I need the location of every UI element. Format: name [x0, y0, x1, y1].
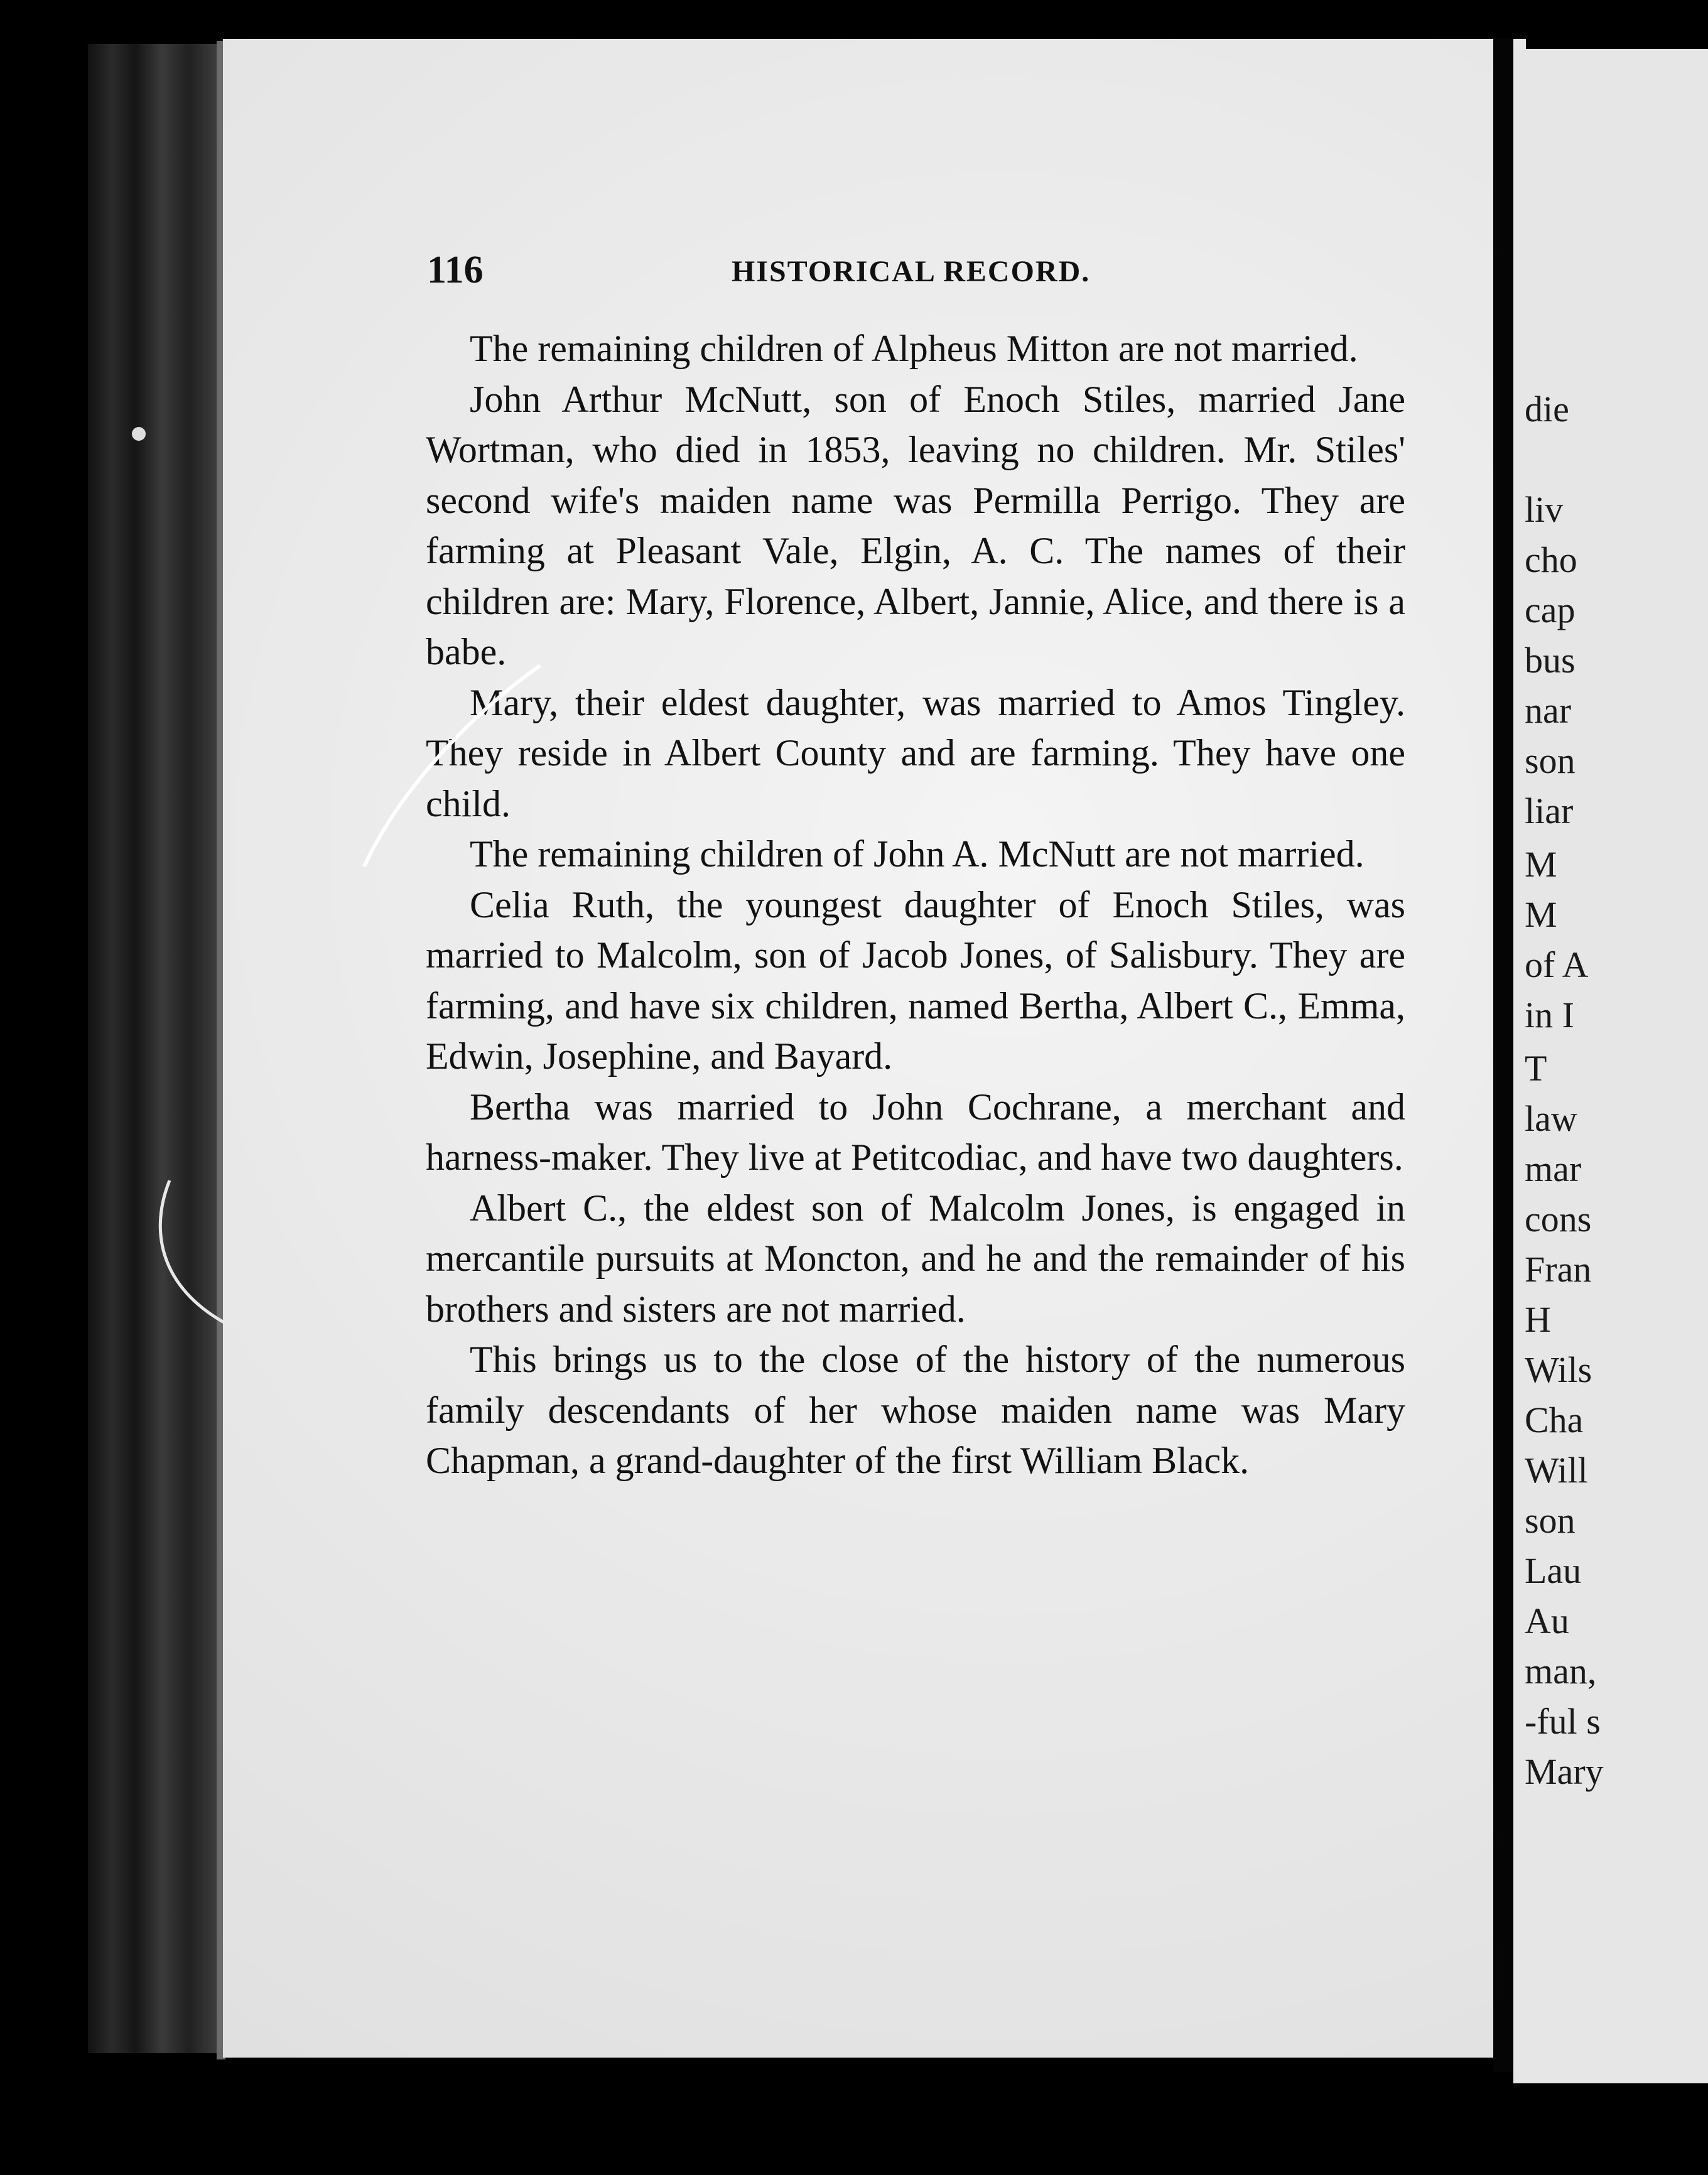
right-page-fragment: liar: [1525, 791, 1574, 831]
right-page-fragment: in I: [1525, 995, 1574, 1035]
right-page-fragment: die: [1525, 389, 1569, 429]
right-page-fragment: Wils: [1525, 1349, 1592, 1390]
paragraph: The remaining children of Alpheus Mitton are not married.: [470, 328, 1358, 369]
right-page-fragment: M: [1525, 844, 1557, 885]
right-page-fragment: M: [1525, 894, 1557, 935]
right-page-fragment: Fran: [1525, 1249, 1592, 1290]
right-page-fragment: Au: [1525, 1600, 1569, 1641]
scan-scratch: [144, 1168, 270, 1344]
right-page-fragment: -ful s: [1525, 1701, 1601, 1742]
right-page-fragment: law: [1525, 1098, 1577, 1139]
paragraph: John Arthur McNutt, son of Enoch Stiles, married Jane Wortman, who died in 1853, leaving no children. Mr. Stiles' second wife's maiden name was Permilla Perrigo. They are farming at Pleasant Vale, Elgin, A. C. The names of their children are: Mary, Florence, Albert, Jannie, Alice, and there is a babe.: [426, 378, 1405, 672]
right-page: [1513, 49, 1708, 2083]
right-page-fragment: son: [1525, 1500, 1576, 1541]
right-page-fragment: cons: [1525, 1199, 1592, 1239]
right-page-fragment: Mary: [1525, 1751, 1604, 1792]
running-head: HISTORICAL RECORD.: [732, 255, 1091, 288]
page-header: [427, 248, 1407, 298]
body-text: [426, 323, 1405, 1486]
paragraph: Mary, their eldest daughter, was married to Amos Tingley. They reside in Albert County and are farming. They have one child.: [426, 681, 1405, 824]
right-page-fragment: T: [1525, 1048, 1547, 1089]
right-page-fragment: of A: [1525, 944, 1589, 985]
right-page-fragment: Lau: [1525, 1550, 1582, 1591]
paragraph: Albert C., the eldest son of Malcolm Jones, is engaged in mercantile pursuits at Moncton, and he and the remainder of his brothers and sisters are not married.: [426, 1187, 1405, 1330]
paragraph: This brings us to the close of the history of the numerous family descendants of her whose maiden name was Mary Chapman, a grand-daughter of the first William Black.: [426, 1339, 1405, 1481]
right-page-fragment: H: [1525, 1299, 1551, 1340]
right-page-fragment: Cha: [1525, 1400, 1584, 1440]
right-page-fragment: cap: [1525, 590, 1576, 630]
paragraph: Celia Ruth, the youngest daughter of Enoch Stiles, was married to Malcolm, son of Jacob Jones, of Salisbury. They are farming, and have six children, named Bertha, Albert C., Emma, Edwin, Josephine, and Bayard.: [426, 883, 1405, 1077]
paragraph: Bertha was married to John Cochrane, a merchant and harness-maker. They live at Petitcodiac, and have two daughters.: [426, 1086, 1405, 1178]
book-spine: [88, 44, 223, 2053]
book-gutter: [1493, 38, 1513, 2072]
right-page-fragment: man,: [1525, 1651, 1597, 1692]
right-page-fragment: mar: [1525, 1148, 1582, 1189]
right-page-fragment: Will: [1525, 1450, 1588, 1491]
right-page-fragment: nar: [1525, 690, 1572, 731]
scan-scratch: [352, 659, 553, 873]
right-page-fragment: cho: [1525, 539, 1577, 580]
right-page-fragment: son: [1525, 740, 1576, 781]
right-page-fragment: bus: [1525, 640, 1576, 681]
paragraph: The remaining children of John A. McNutt are not married.: [470, 833, 1365, 875]
right-page-fragment: liv: [1525, 489, 1564, 530]
scan-speck: [132, 427, 146, 441]
page-number: 116: [427, 249, 484, 291]
